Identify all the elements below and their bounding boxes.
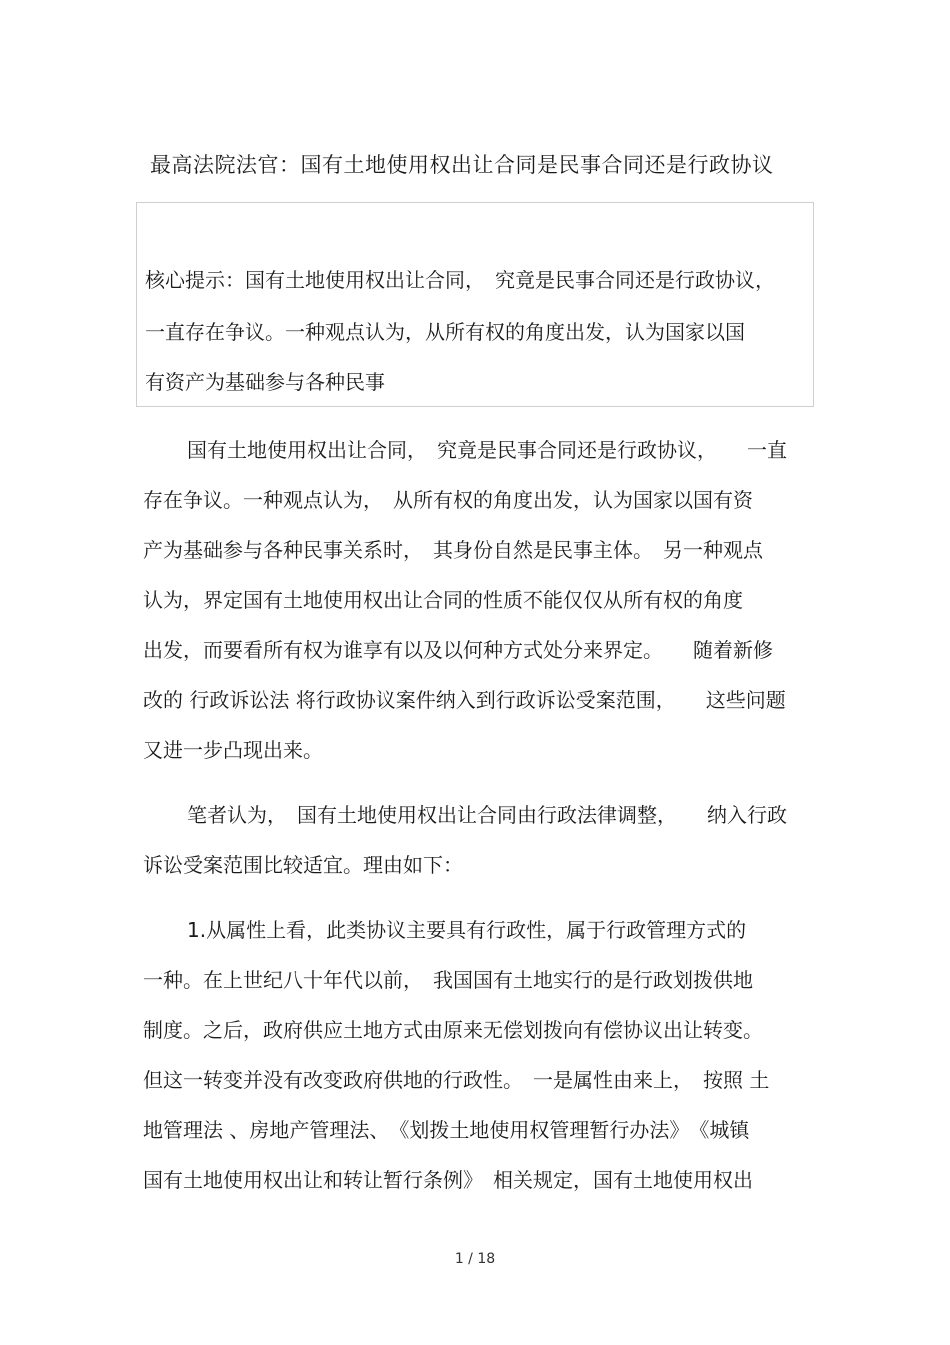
body-line: 诉讼受案范围比较适宜。理由如下： [143,853,463,877]
summary-line: 一直存在争议。一种观点认为，从所有权的角度出发，认为国家以国 [145,320,745,344]
body-line: 出发，而要看所有权为谁享有以及以何种方式处分来界定。 随着新修 [143,638,773,662]
body-line: 地管理法 、房地产管理法、 《划拨土地使用权管理暂行办法》 《城镇 [143,1118,750,1142]
body-line: 又进一步凸现出来。 [143,738,323,762]
summary-line: 有资产为基础参与各种民事 [145,370,385,394]
summary-line: 核心提示：国有土地使用权出让合同， 究竟是民事合同还是行政协议， [145,268,775,292]
body-line: 制度。之后，政府供应土地方式由原来无偿划拨向有偿协议出让转变。 [143,1018,763,1042]
body-line: 改的 行政诉讼法 将行政协议案件纳入到行政诉讼受案范围， 这些问题 [143,688,786,712]
body-line: 笔者认为， 国有土地使用权出让合同由行政法律调整， 纳入行政 [187,803,787,827]
body-line: 国有土地使用权出让合同， 究竟是民事合同还是行政协议， 一直 [187,438,787,462]
body-line: 存在争议。一种观点认为， 从所有权的角度出发，认为国家以国有资 [143,488,753,512]
body-line: 但这一转变并没有改变政府供地的行政性。 一是属性由来上， 按照 土 [143,1068,770,1092]
body-line: 国有土地使用权出让和转让暂行条例》 相关规定，国有土地使用权出 [143,1168,753,1192]
body-line: 产为基础参与各种民事关系时， 其身份自然是民事主体。 另一种观点 [143,538,763,562]
summary-box [136,202,814,407]
body-line: 认为，界定国有土地使用权出让合同的性质不能仅仅从所有权的角度 [143,588,743,612]
document-title: 最高法院法官：国有土地使用权出让合同是民事合同还是行政协议 [150,153,774,177]
body-line: 1.从属性上看，此类协议主要具有行政性，属于行政管理方式的 [187,918,747,942]
body-line: 一种。在上世纪八十年代以前， 我国国有土地实行的是行政划拨供地 [143,968,753,992]
page-indicator: 1 / 18 [454,1251,496,1267]
